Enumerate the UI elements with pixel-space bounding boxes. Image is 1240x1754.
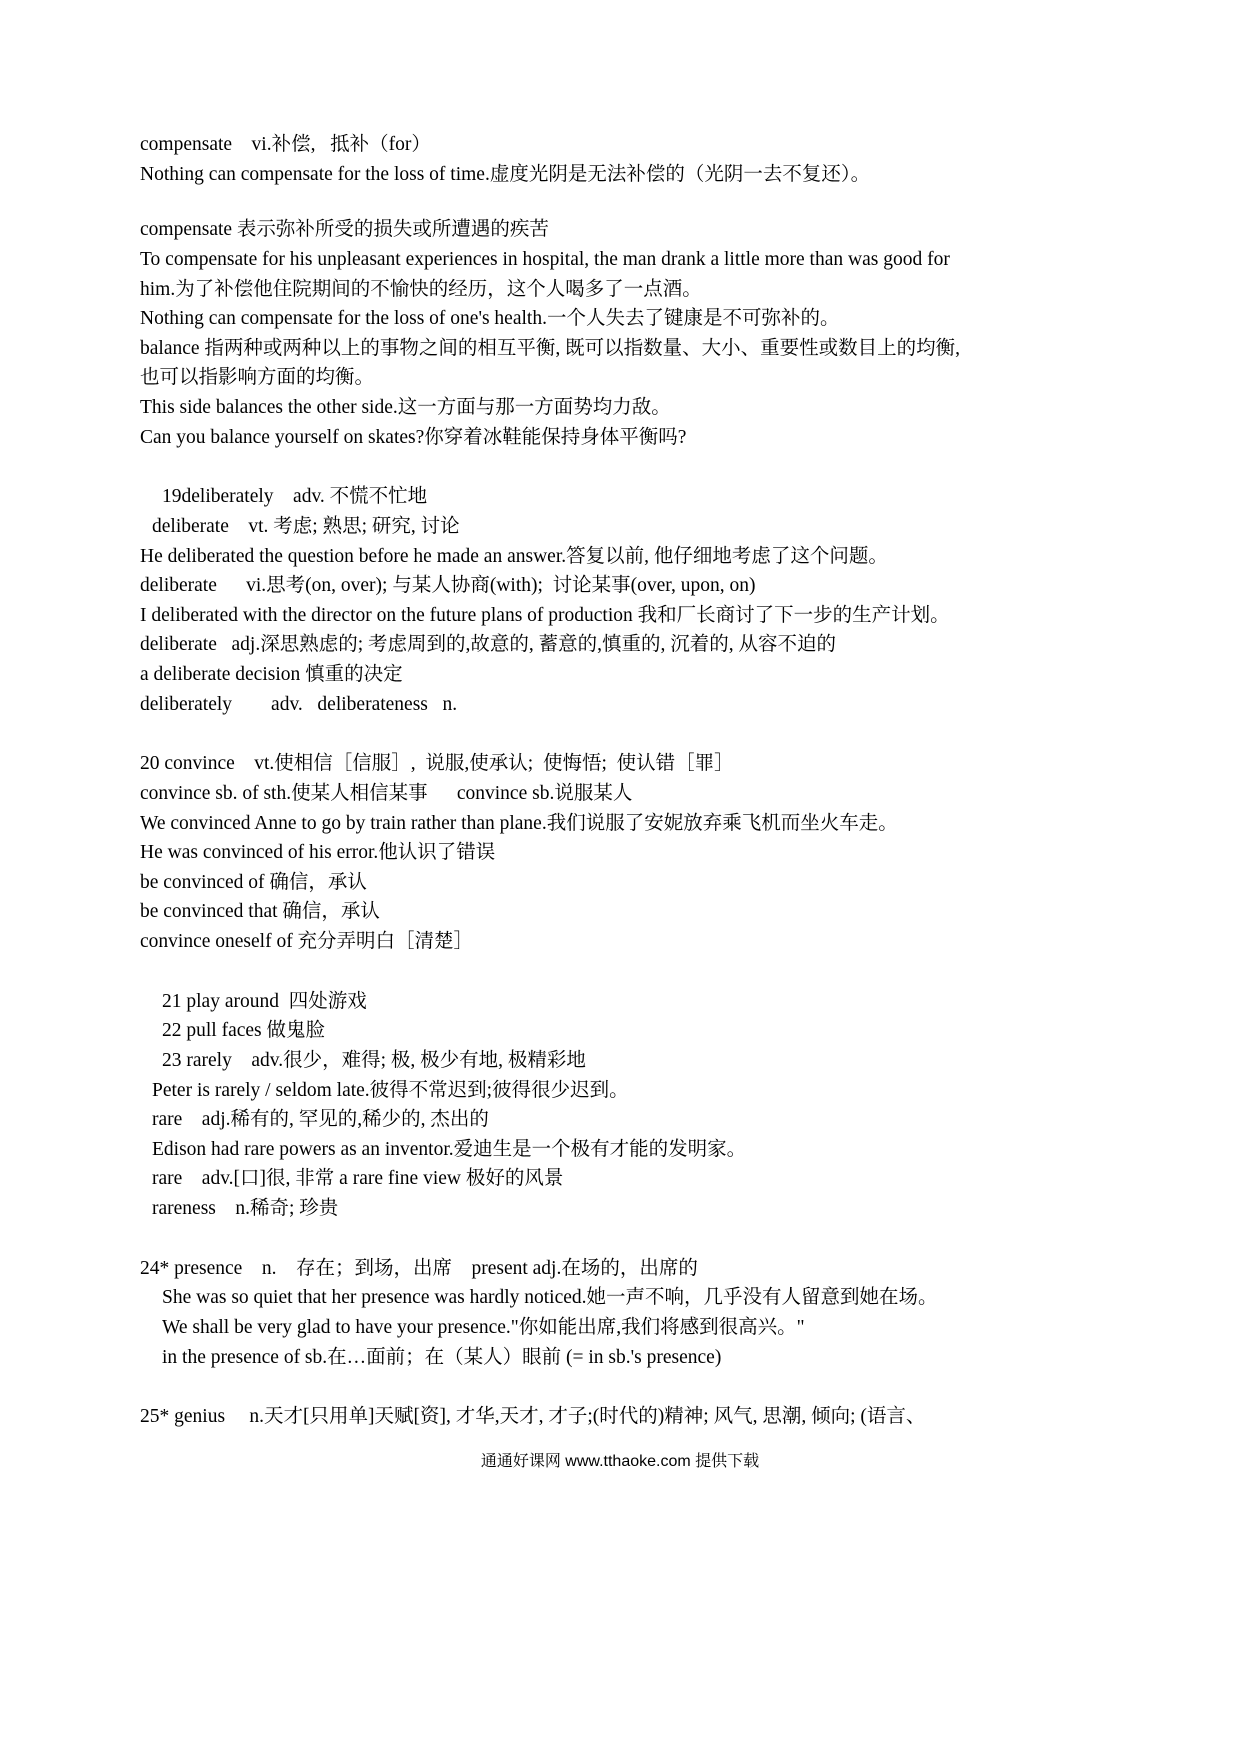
entry-19-deliberately (140, 482, 1100, 719)
entry-headword: 22 pull faces 做鬼脸 (162, 1020, 326, 1042)
entry-20-convince (140, 749, 1100, 956)
entry-headword: 23 rarely adv.很少，难得; 极, 极少有地, 极精彩地 (162, 1049, 586, 1071)
entry-headword: 19deliberately adv. 不慌不忙地 (162, 486, 428, 508)
text-line: deliberately adv. deliberateness n. (140, 693, 458, 715)
spacer (140, 957, 1100, 987)
entry-headword: 20 convince vt.使相信［信服］, 说服,使承认; 使悔悟; 使认错［罪］ (140, 753, 734, 775)
entry-headword: 25* genius n.天才[只用单]天赋[资], 才华,天才, 才子;(时代的)精神; 风气, 思潮, 倾向; (语言、 (140, 1406, 926, 1428)
text-line: him.为了补偿他住院期间的不愉快的经历，这个人喝多了一点酒。 (140, 278, 702, 300)
text-line: Can you balance yourself on skates?你穿着冰鞋能保持身体平衡吗? (140, 426, 687, 448)
text-line: We shall be very glad to have your presence."你如能出席,我们将感到很高兴。" (162, 1316, 805, 1338)
entry-headword: 21 play around 四处游戏 (162, 990, 367, 1012)
entry-headword: 24* presence n. 存在；到场，出席 present adj.在场的，出席的 (140, 1257, 698, 1279)
entry-24-presence (140, 1254, 1100, 1373)
text-line: This side balances the other side.这一方面与那一方面势均力敌。 (140, 397, 671, 418)
text-line: Nothing can compensate for the loss of one's health.一个人失去了键康是不可弥补的。 (140, 308, 840, 330)
text-line: To compensate for his unpleasant experiences in hospital, the man drank a little more than was good for (140, 248, 950, 270)
text-line: We convinced Anne to go by train rather than plane.我们说服了安妮放弃乘飞机而坐火车走。 (140, 812, 898, 834)
text-line: She was so quiet that her presence was hardly noticed.她一声不响，几乎没有人留意到她在场。 (162, 1287, 938, 1309)
text-line: convince oneself of 充分弄明白［清楚］ (140, 931, 474, 952)
text-line: in the presence of sb.在…面前；在（某人）眼前 (= in sb.'s presence) (162, 1346, 722, 1368)
spacer (140, 719, 1100, 749)
text-line: He deliberated the question before he made an answer.答复以前, 他仔细地考虑了这个问题。 (140, 545, 888, 567)
text-line: rare adj.稀有的, 罕见的,稀少的, 杰出的 (152, 1109, 489, 1131)
spacer (140, 189, 1100, 215)
text-line: rareness n.稀奇; 珍贵 (152, 1198, 339, 1219)
text-line: Nothing can compensate for the loss of time.虚度光阴是无法补偿的（光阴一去不复还）。 (140, 163, 871, 185)
text-line: rare adv.[口]很, 非常 a rare fine view 极好的风景 (152, 1168, 564, 1190)
text-line: be convinced that 确信，承认 (140, 901, 380, 923)
page-footer: 通通好课网 www.tthaoke.com 提供下载 (480, 1453, 760, 1470)
paragraph-compensate-notes (140, 215, 1100, 452)
text-line: deliberate adj.深思熟虑的; 考虑周到的,故意的, 蓄意的,慎重的, 沉着的, 从容不迫的 (140, 634, 836, 656)
text-line: He was convinced of his error.他认识了错误 (140, 842, 496, 864)
text-line: I deliberated with the director on the future plans of production 我和厂长商讨了下一步的生产计划。 (140, 604, 950, 626)
paragraph-compensate-entry (140, 130, 1100, 189)
text-line: compensate 表示弥补所受的损失或所遭遇的疾苦 (140, 219, 549, 241)
text-line: convince sb. of sth.使某人相信某事 convince sb.说服某人 (140, 782, 633, 804)
spacer (140, 452, 1100, 482)
text-line: Peter is rarely / seldom late.彼得不常迟到;彼得很少迟到。 (152, 1079, 629, 1101)
text-line: compensate vi.补偿, 抵补（for） (140, 134, 431, 155)
text-line: Edison had rare powers as an inventor.爱迪生是一个极有才能的发明家。 (152, 1138, 747, 1160)
document-body (140, 130, 1100, 1432)
text-line: be convinced of 确信，承认 (140, 871, 367, 893)
entries-21-23 (140, 987, 1100, 1224)
text-line: a deliberate decision 慎重的决定 (140, 664, 403, 685)
spacer (140, 1224, 1100, 1254)
text-line: deliberate vi.思考(on, over); 与某人协商(with); 讨论某事(over, upon, on) (140, 575, 756, 597)
entry-25-genius (140, 1402, 1100, 1432)
spacer (140, 1372, 1100, 1402)
text-line: 也可以指影响方面的均衡。 (140, 367, 375, 389)
text-line: balance 指两种或两种以上的事物之间的相互平衡, 既可以指数量、大小、重要性或数目上的均衡, (140, 337, 961, 359)
text-line: deliberate vt. 考虑; 熟思; 研究, 讨论 (152, 515, 460, 537)
